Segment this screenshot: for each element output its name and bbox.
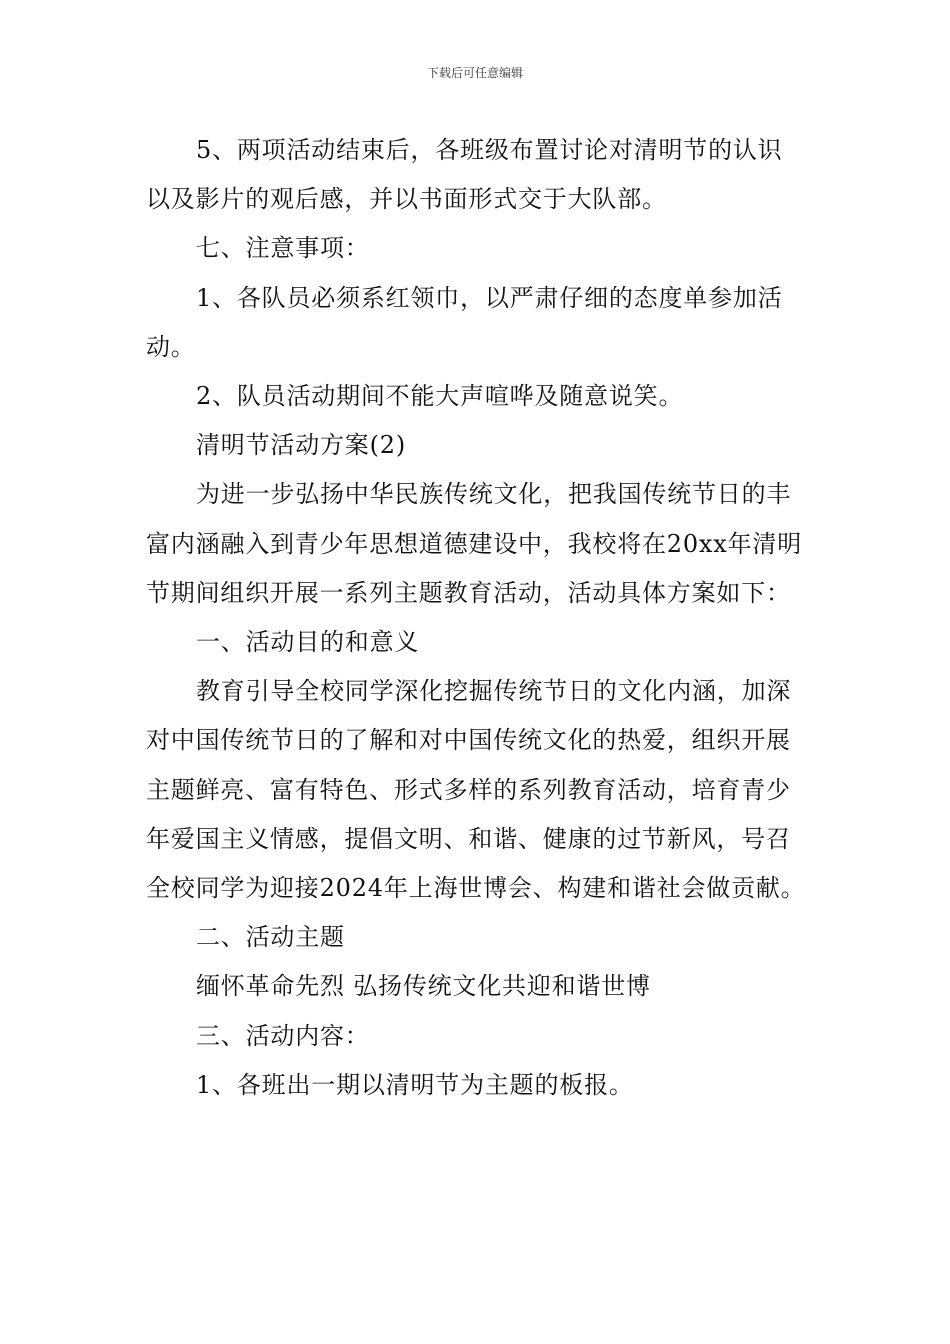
paragraph-theme: 缅怀革命先烈 弘扬传统文化共迎和谐世博 bbox=[196, 972, 651, 1001]
heading-content: 三、活动内容： bbox=[196, 1021, 370, 1050]
document-body bbox=[146, 126, 806, 1110]
paragraph-content-1: 1、各班出一期以清明节为主题的板报。 bbox=[196, 1070, 634, 1099]
page-header: 下载后可任意编辑 bbox=[426, 66, 523, 80]
heading-notes: 七、注意事项： bbox=[196, 234, 370, 263]
paragraph-intro: 为进一步弘扬中华民族传统文化，把我国传统节日的丰富内涵融入到青少年思想道德建设中，我校将在20xx年清明节期间组织开展一系列主题教育活动，活动具体方案如下： bbox=[146, 480, 803, 607]
paragraph-purpose: 教育引导全校同学深化挖掘传统节日的文化内涵，加深对中国传统节日的了解和对中国传统文化的热爱，组织开展主题鲜亮、富有特色、形式多样的系列教育活动，培育青少年爱国主义情感，提倡文明、和谐、健康的过节新风，号召全校同学为迎接2024年上海世博会、构建和谐社会做贡献。 bbox=[146, 677, 806, 903]
section-title-plan-2: 清明节活动方案(2) bbox=[196, 431, 406, 460]
paragraph-note-2: 2、队员活动期间不能大声喧哗及随意说笑。 bbox=[196, 382, 684, 411]
paragraph-note-1: 1、各队员必须系红领巾，以严肃仔细的态度单参加活动。 bbox=[146, 283, 783, 361]
heading-purpose: 一、活动目的和意义 bbox=[196, 628, 420, 657]
heading-theme: 二、活动主题 bbox=[196, 923, 345, 952]
paragraph-activity-summary: 5、两项活动结束后，各班级布置讨论对清明节的认识以及影片的观后感，并以书面形式交于大队部。 bbox=[146, 136, 783, 214]
